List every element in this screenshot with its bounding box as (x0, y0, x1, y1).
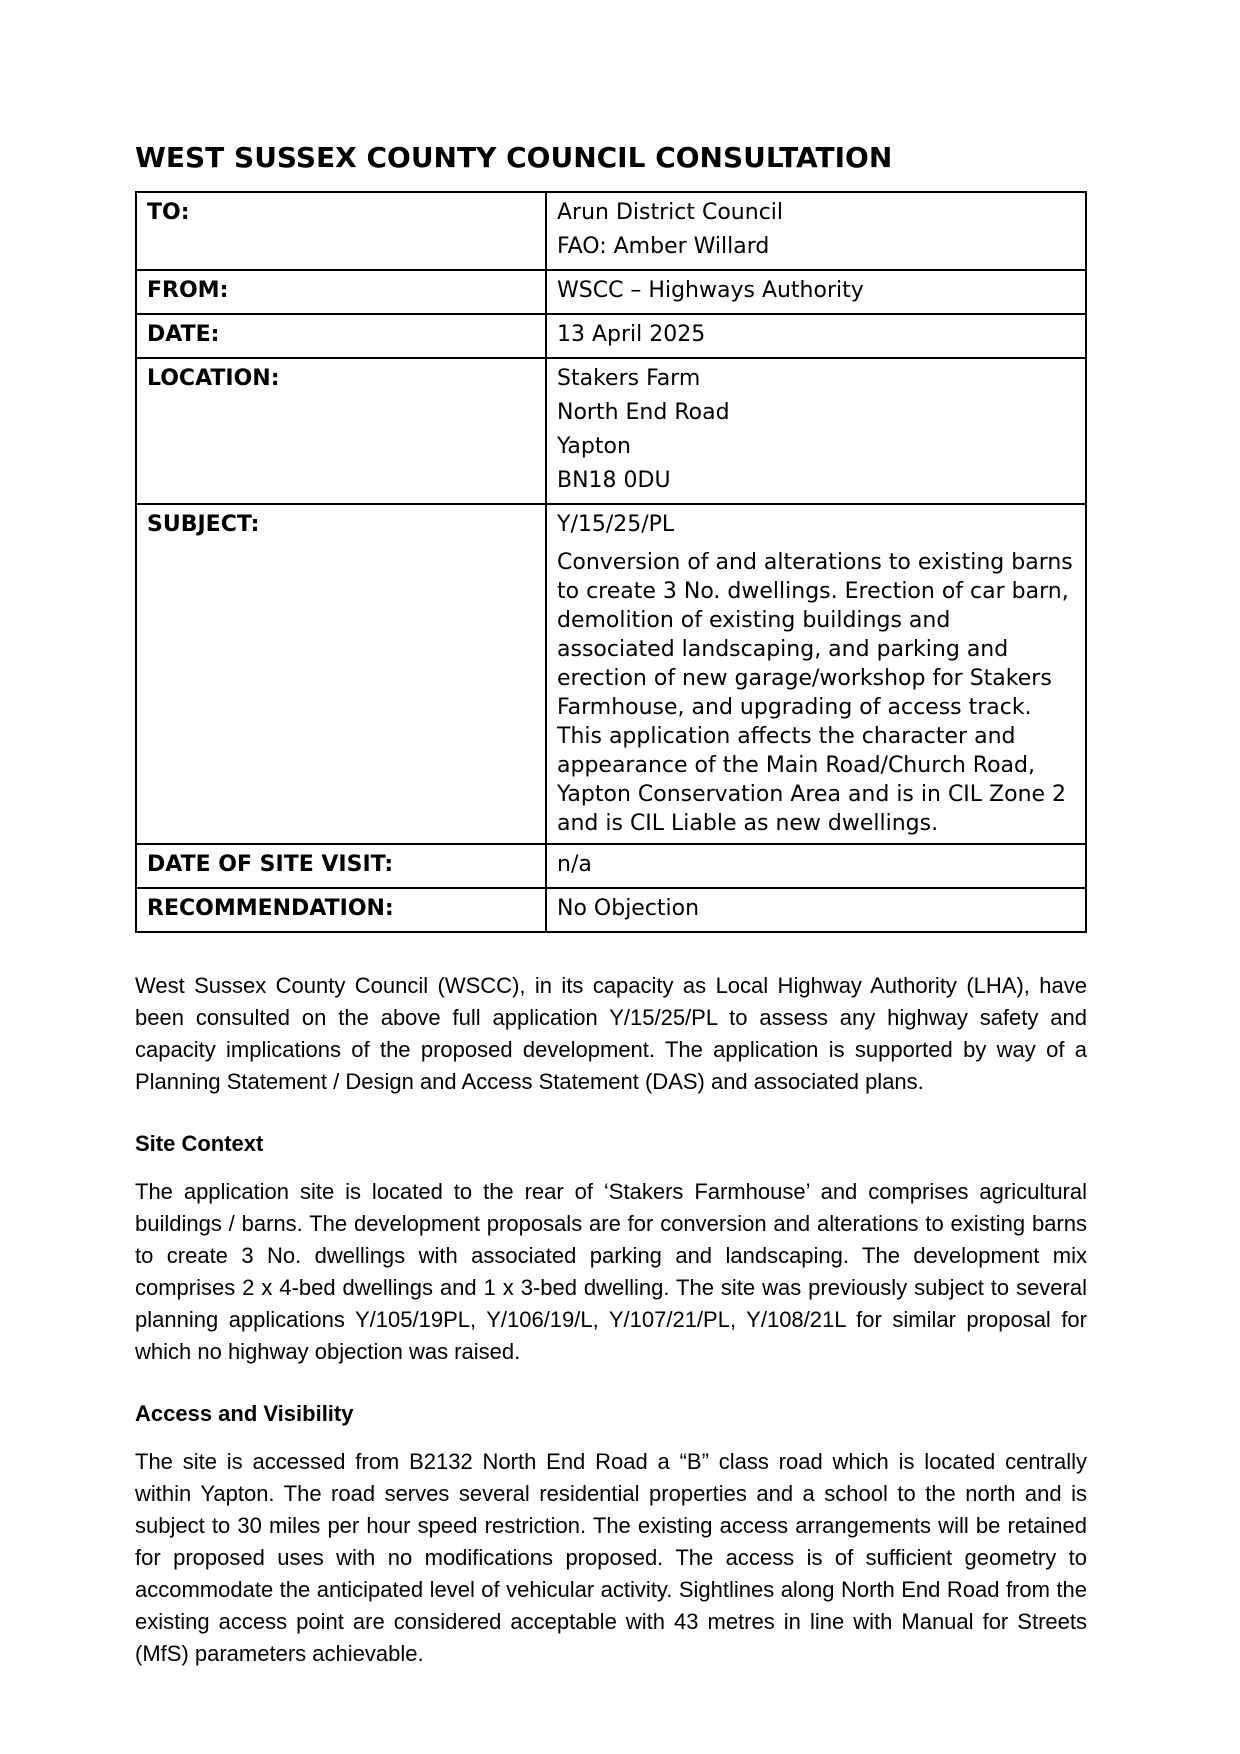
meta-value-from (546, 270, 1086, 314)
intro-paragraph: West Sussex County Council (WSCC), in its capacity as Local Highway Authority (LHA), have been consulted on the above full application Y/15/25/PL to assess any highway safety and capacity implications of the proposed development. The application is supported by way of a Planning Statement / Design and Access Statement (DAS) and associated plans. (135, 973, 1087, 1094)
value-line: Arun District Council (557, 200, 784, 225)
table-row-subject (136, 504, 1086, 844)
meta-value-location (546, 358, 1086, 504)
meta-value-subject (546, 504, 1086, 844)
site-context-paragraph: The application site is located to the rear of ‘Stakers Farmhouse’ and comprises agricultural buildings / barns. The development proposals are for conversion and alterations to existing barns to create 3 No. dwellings with associated parking and landscaping. The development mix comprises 2 x 4-bed dwellings and 1 x 3-bed dwelling. The site was previously subject to several planning applications Y/105/19PL, Y/106/19/L, Y/107/21/PL, Y/108/21L for similar proposal for which no highway objection was raised. (135, 1179, 1087, 1364)
value-line: BN18 0DU (557, 468, 671, 493)
subject-description: Conversion of and alterations to existing barns to create 3 No. dwellings. Erection of car barn, demolition of existing buildings and associated landscaping, and parking and erection of new garage/workshop for Stakers Farmhouse, and upgrading of access track. This application affects the character and appearance of the Main Road/Church Road, Yapton Conservation Area and is in CIL Zone 2 and is CIL Liable as new dwellings. (557, 550, 1073, 836)
value-line: FAO: Amber Willard (557, 234, 770, 259)
application-reference: Y/15/25/PL (557, 512, 675, 537)
section-heading-site-context: Site Context (135, 1131, 264, 1156)
document-content (135, 141, 1087, 1670)
table-row-from (136, 270, 1086, 314)
section-heading-access-and-visibility: Access and Visibility (135, 1401, 354, 1426)
meta-label-from: FROM: (136, 270, 546, 314)
access-and-visibility-paragraph: The site is accessed from B2132 North End Road a “B” class road which is located centrally within Yapton. The road serves several residential properties and a school to the north and is subject to 30 miles per hour speed restriction. The existing access arrangements will be retained for proposed uses with no modifications proposed. The access is of sufficient geometry to accommodate the anticipated level of vehicular activity. Sightlines along North End Road from the existing access point are considered acceptable with 43 metres in line with Manual for Streets (MfS) parameters achievable. (135, 1449, 1087, 1666)
table-row-site-visit (136, 844, 1086, 888)
table-row-recommendation (136, 888, 1086, 932)
value-line: Yapton (557, 434, 631, 459)
meta-label-subject: SUBJECT: (136, 504, 546, 844)
table-row-date (136, 314, 1086, 358)
value-line: North End Road (557, 400, 730, 425)
meta-label-site-visit: DATE OF SITE VISIT: (136, 844, 546, 888)
meta-value-date (546, 314, 1086, 358)
meta-label-to: TO: (136, 192, 546, 270)
value-line: 13 April 2025 (557, 322, 706, 347)
meta-value-site-visit (546, 844, 1086, 888)
meta-label-date: DATE: (136, 314, 546, 358)
meta-value-recommendation (546, 888, 1086, 932)
recommendation-value: No Objection (557, 896, 700, 921)
meta-label-recommendation: RECOMMENDATION: (136, 888, 546, 932)
table-row-to (136, 192, 1086, 270)
value-line: WSCC – Highways Authority (557, 278, 864, 303)
meta-value-to (546, 192, 1086, 270)
table-row-location (136, 358, 1086, 504)
meta-label-location: LOCATION: (136, 358, 546, 504)
document-title: WEST SUSSEX COUNTY COUNCIL CONSULTATION (135, 141, 893, 174)
consultation-meta-table (135, 191, 1087, 933)
value-line: Stakers Farm (557, 366, 701, 391)
value-line: n/a (557, 852, 592, 877)
